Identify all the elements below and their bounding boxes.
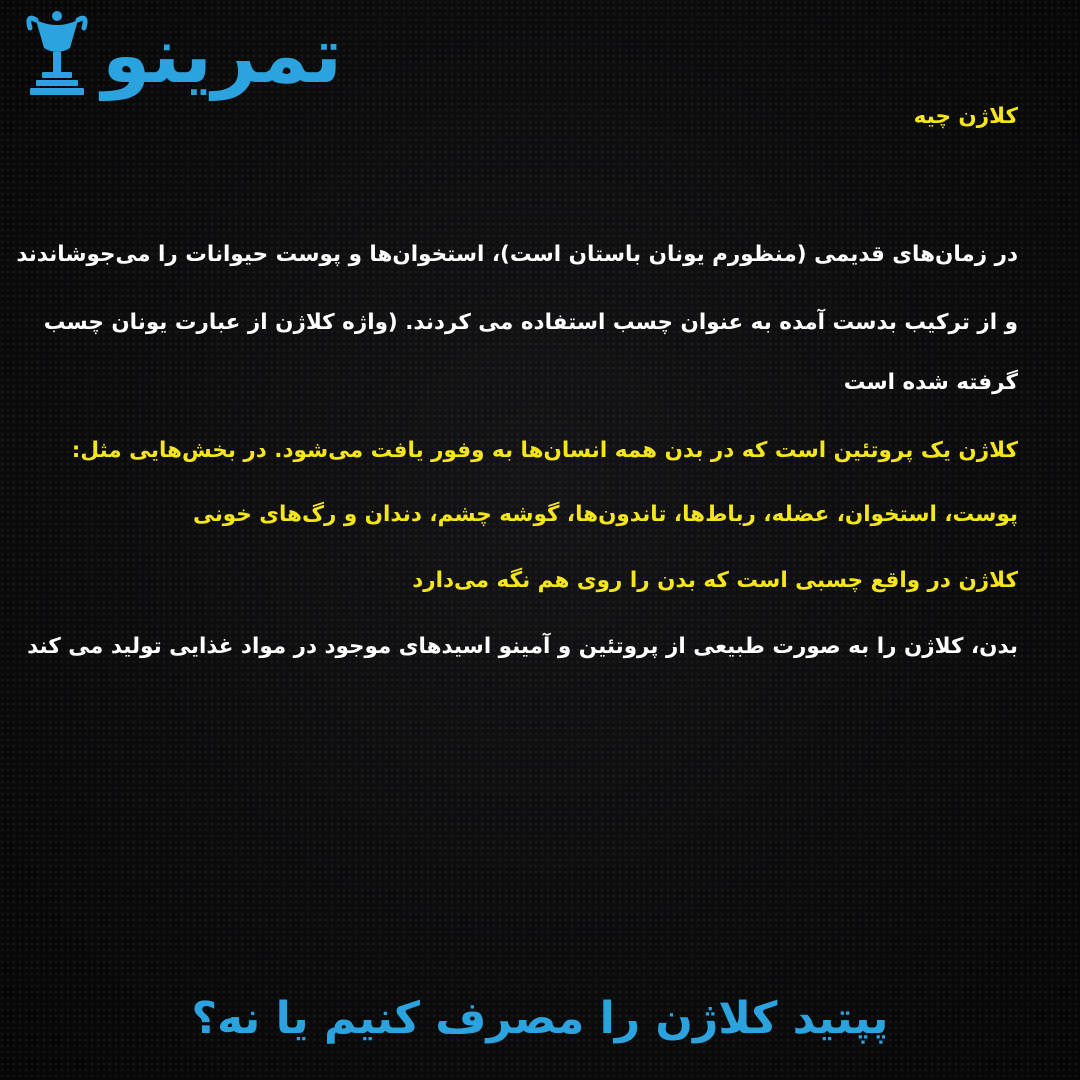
paragraph-1-line-3: گرفته شده است — [843, 370, 1018, 395]
trophy-icon — [14, 8, 100, 98]
paragraph-3: کلاژن در واقع چسبی است که بدن را روی هم نگه می‌دارد — [412, 568, 1018, 593]
brand-name: تمرینو — [102, 11, 343, 101]
paragraph-2-line-2: پوست، استخوان، عضله، رباط‌ها، تاندون‌ها، گوشه چشم، دندان و رگ‌های خونی — [192, 502, 1018, 527]
paragraph-1-line-1: در زمان‌های قدیمی (منظورم یونان باستان است)، استخوان‌ها و پوست حیوانات را می‌جوشاندند — [16, 242, 1018, 267]
paragraph-4: بدن، کلاژن را به صورت طبیعی از پروتئین و آمینو اسیدهای موجود در مواد غذایی تولید می کند — [27, 634, 1018, 659]
paragraph-1-line-2: و از ترکیب بدست آمده به عنوان چسب استفاده می کردند. (واژه کلاژن از عبارت یونان چسب — [43, 310, 1018, 335]
footer-title: پپتید کلاژن را مصرف کنیم یا نه؟ — [191, 993, 889, 1044]
brand-logo — [14, 8, 444, 104]
article-heading: کلاژن چیه — [913, 104, 1018, 129]
paragraph-2-line-1: کلاژن یک پروتئین است که در بدن همه انسان‌ها به وفور یافت می‌شود. در بخش‌هایی مثل: — [71, 438, 1018, 463]
